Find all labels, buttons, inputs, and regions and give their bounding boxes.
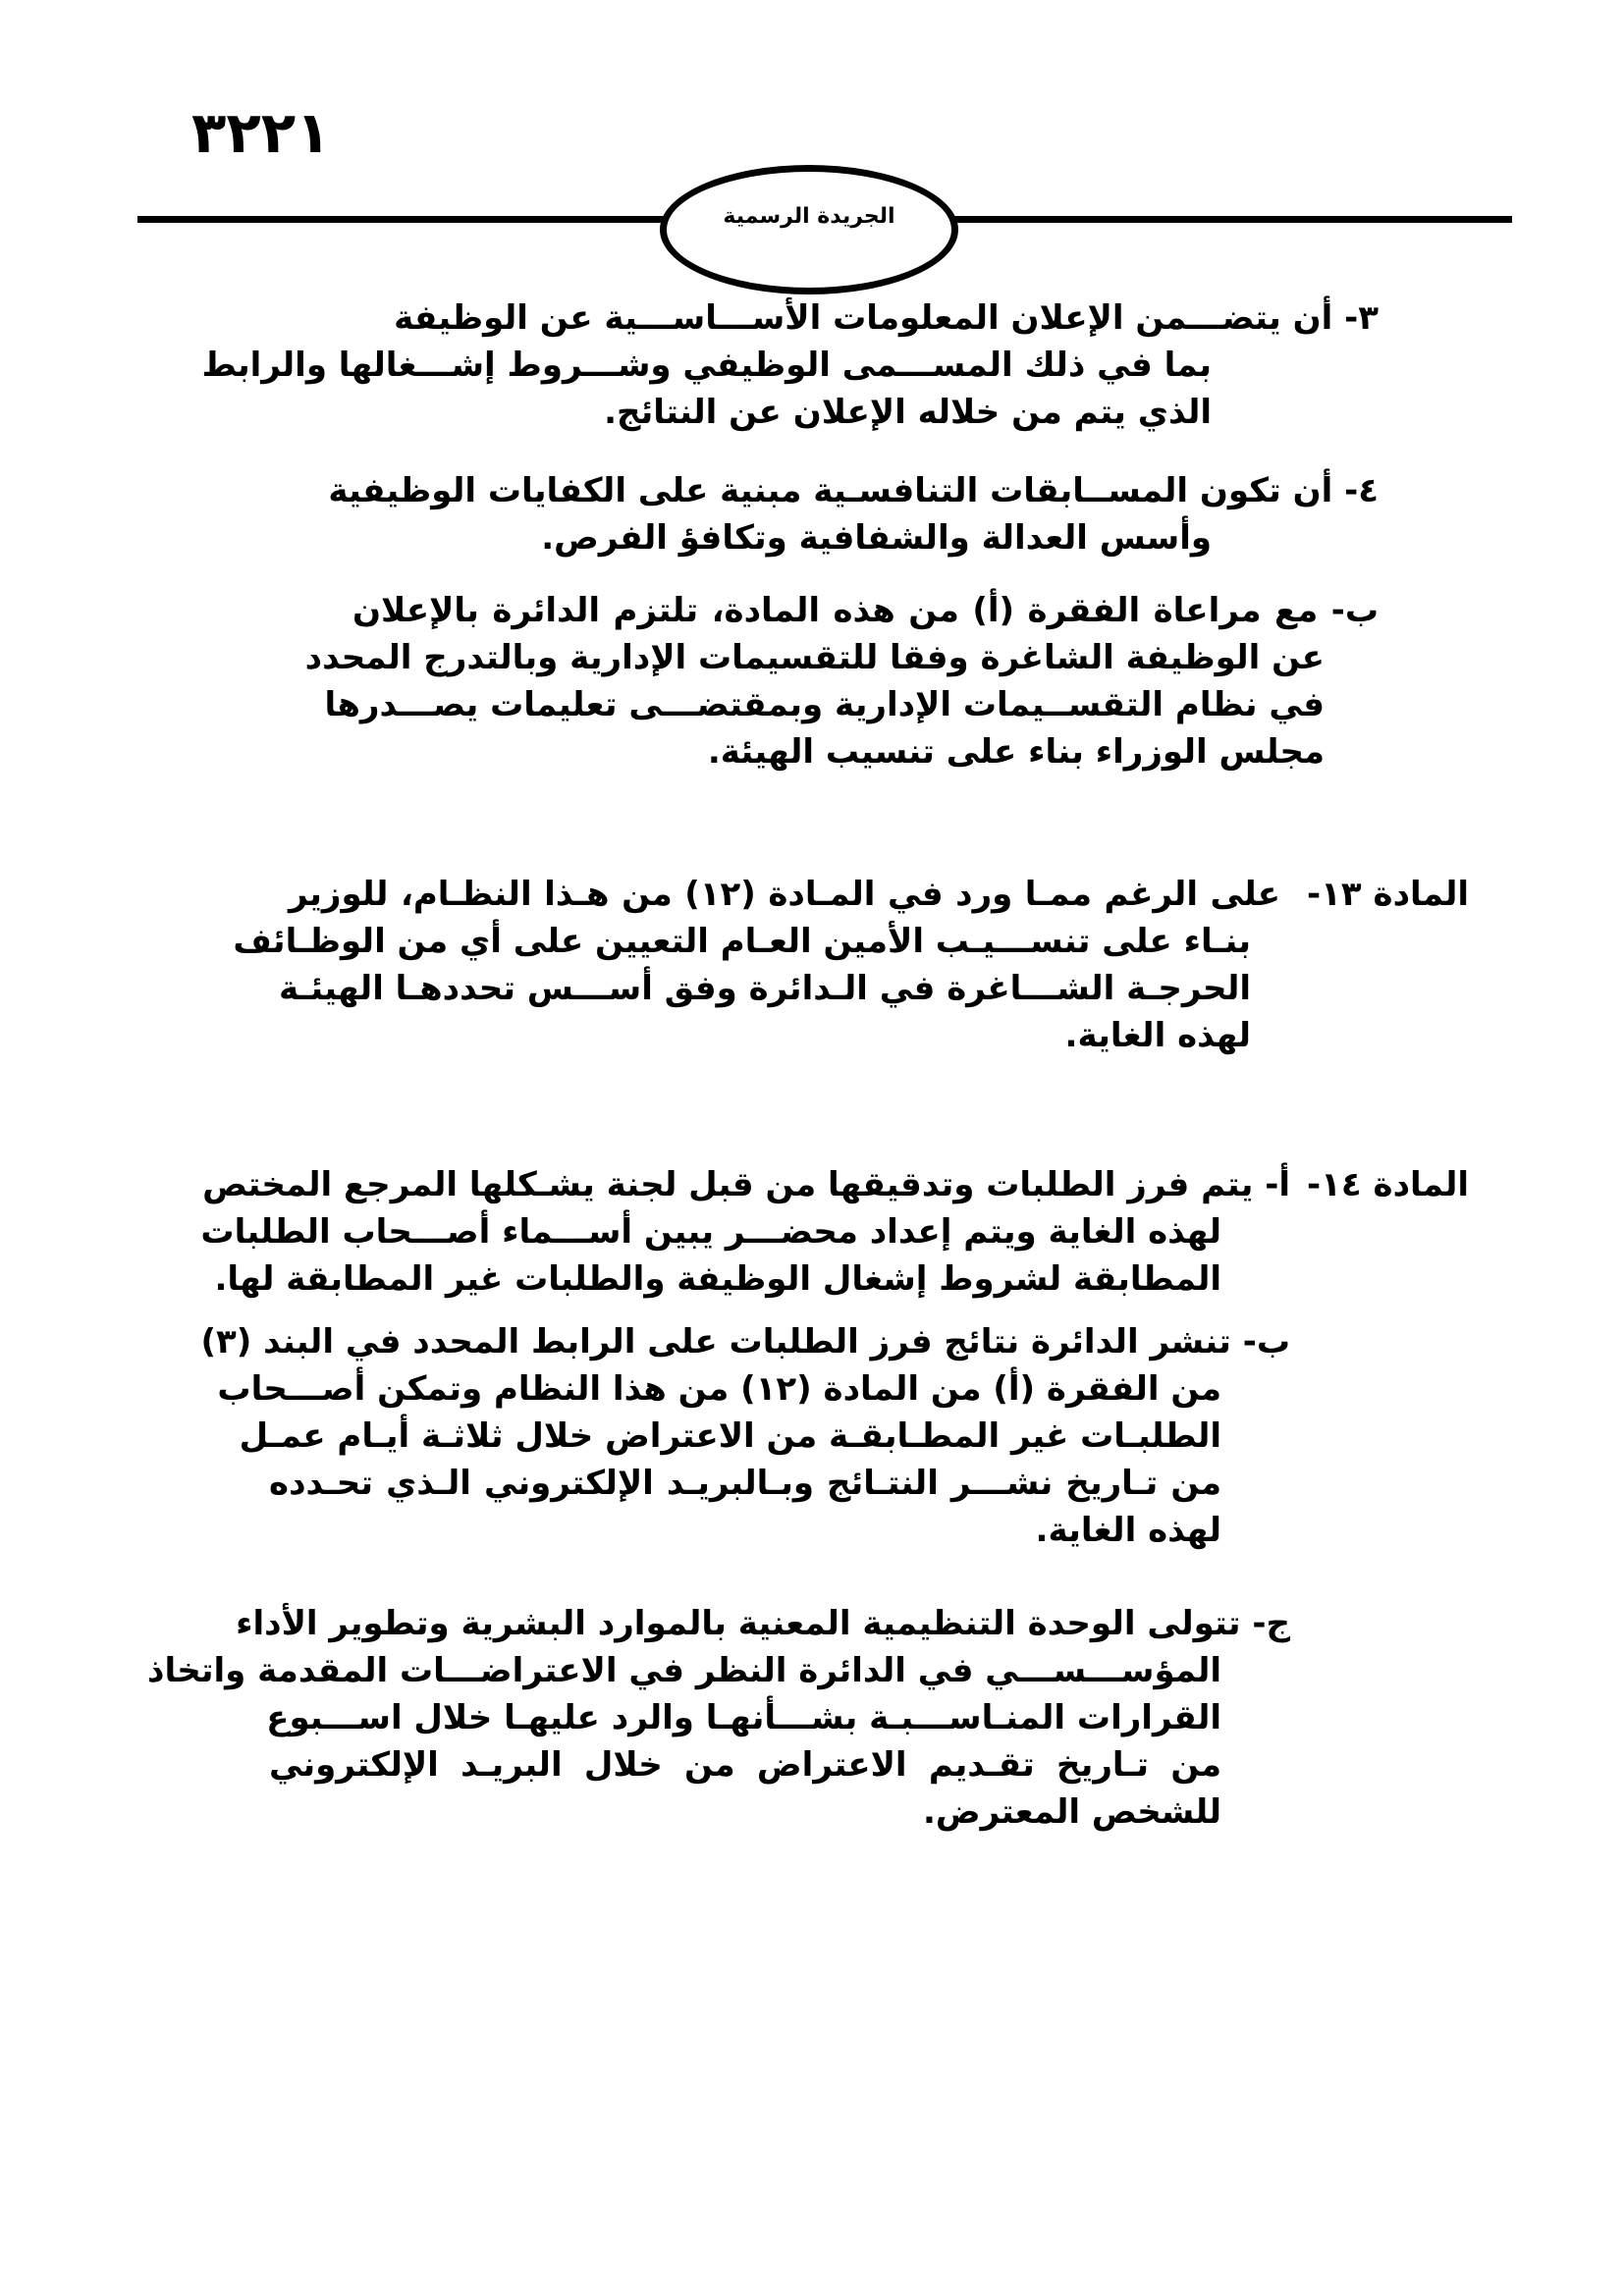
article-14-c-line-5: للشخص المعترض. bbox=[922, 1792, 1221, 1832]
article-14-c-line-2: المؤســـســـي في الدائرة النظر في الاعتراضـــات المقدمة واتخاذ bbox=[147, 1651, 1221, 1690]
article-14-item-a bbox=[200, 1161, 1290, 1303]
article-14-b-line-1: ب- تنشر الدائرة نتائج فرز الطلبات على الرابط المحدد في البند (٣) bbox=[200, 1322, 1290, 1362]
article-13-label: المادة ١٣- bbox=[1307, 875, 1469, 914]
article-14-label: المادة ١٤- bbox=[1307, 1165, 1469, 1204]
article-13-body bbox=[233, 871, 1280, 1059]
article-14-item-c bbox=[147, 1600, 1290, 1836]
article-13-line-1: على الرغم ممـا ورد في المـادة (١٢) من هـذا النظـام، للوزير bbox=[289, 875, 1280, 914]
section-b-line-3: في نظام التقســيمات الإدارية وبمقتضـــى تعليمات يصـــدرها bbox=[324, 685, 1325, 724]
section-b-line-1: ب- مع مراعاة الفقرة (أ) من هذه المادة، تلتزم الدائرة بالإعلان bbox=[352, 591, 1379, 630]
article-13-line-4: لهذه الغاية. bbox=[1064, 1016, 1251, 1055]
item-4-line-1: ٤- أن تكون المســابقات التنافسـية مبنية على الكفايات الوظيفية bbox=[328, 471, 1379, 510]
article-14-a-line-1: أ- يتم فرز الطلبات وتدقيقها من قبل لجنة يشـكلها المرجع المختص bbox=[202, 1165, 1290, 1204]
article-14-a-line-2: لهذه الغاية ويتم إعداد محضـــر يبين أســـماء أصـــحاب الطلبات bbox=[200, 1212, 1221, 1252]
header-oval bbox=[660, 165, 958, 294]
article-13-line-3: الحرجـة الشـــاغرة في الـدائرة وفق أســـس تحددهـا الهيئـة bbox=[278, 969, 1251, 1008]
item-3 bbox=[201, 294, 1379, 436]
item-3-line-2: بما في ذلك المســـمى الوظيفي وشـــروط إشـــغالها والرابط bbox=[201, 346, 1212, 385]
article-14-c-line-4: من تـاريخ تقـديم الاعتراض من خلال البريـد الإلكتروني bbox=[269, 1745, 1221, 1785]
item-4-line-2: وأسس العدالة والشفافية وتكافؤ الفرص. bbox=[541, 518, 1212, 558]
article-14-b-line-5: لهذه الغاية. bbox=[1035, 1511, 1221, 1550]
article-14-b-line-3: الطلبـات غير المطـابقـة من الاعتراض خلال ثلاثـة أيـام عمـل bbox=[239, 1416, 1221, 1456]
section-b-line-2: عن الوظيفة الشاغرة وفقا للتقسيمات الإدارية وبالتدرج المحدد bbox=[304, 638, 1325, 677]
article-14-item-b bbox=[200, 1318, 1290, 1554]
item-3-line-3: الذي يتم من خلاله الإعلان عن النتائج. bbox=[604, 393, 1212, 432]
item-3-line-1: ٣- أن يتضـــمن الإعلان المعلومات الأســـاســـية عن الوظيفة bbox=[394, 298, 1379, 338]
article-14-b-line-2: من الفقرة (أ) من المادة (١٢) من هذا النظام وتمكن أصـــحاب bbox=[217, 1369, 1221, 1409]
page-number: ٣٢٢١ bbox=[191, 99, 331, 166]
gazette-title: الجريدة الرسمية bbox=[723, 203, 895, 229]
section-b bbox=[304, 587, 1379, 775]
article-14-c-line-3: القرارات المنـاســـبـة بشـــأنهـا والرد عليهـا خلال اســـبوع bbox=[266, 1698, 1221, 1737]
article-14-a-line-3: المطابقة لشروط إشغال الوظيفة والطلبات غير المطابقة لها. bbox=[214, 1259, 1221, 1299]
article-14-c-line-1: ج- تتولى الوحدة التنظيمية المعنية بالموارد البشرية وتطوير الأداء bbox=[236, 1604, 1290, 1643]
article-14-b-line-4: من تـاريخ نشـــر النتـائج وبـالبريـد الإلكتروني الـذي تحـدده bbox=[269, 1464, 1221, 1503]
article-13-line-2: بنـاء على تنســـيـب الأمين العـام التعيين على أي من الوظـائف bbox=[233, 922, 1251, 961]
section-b-line-4: مجلس الوزراء بناء على تنسيب الهيئة. bbox=[707, 732, 1325, 772]
item-4 bbox=[328, 467, 1379, 561]
